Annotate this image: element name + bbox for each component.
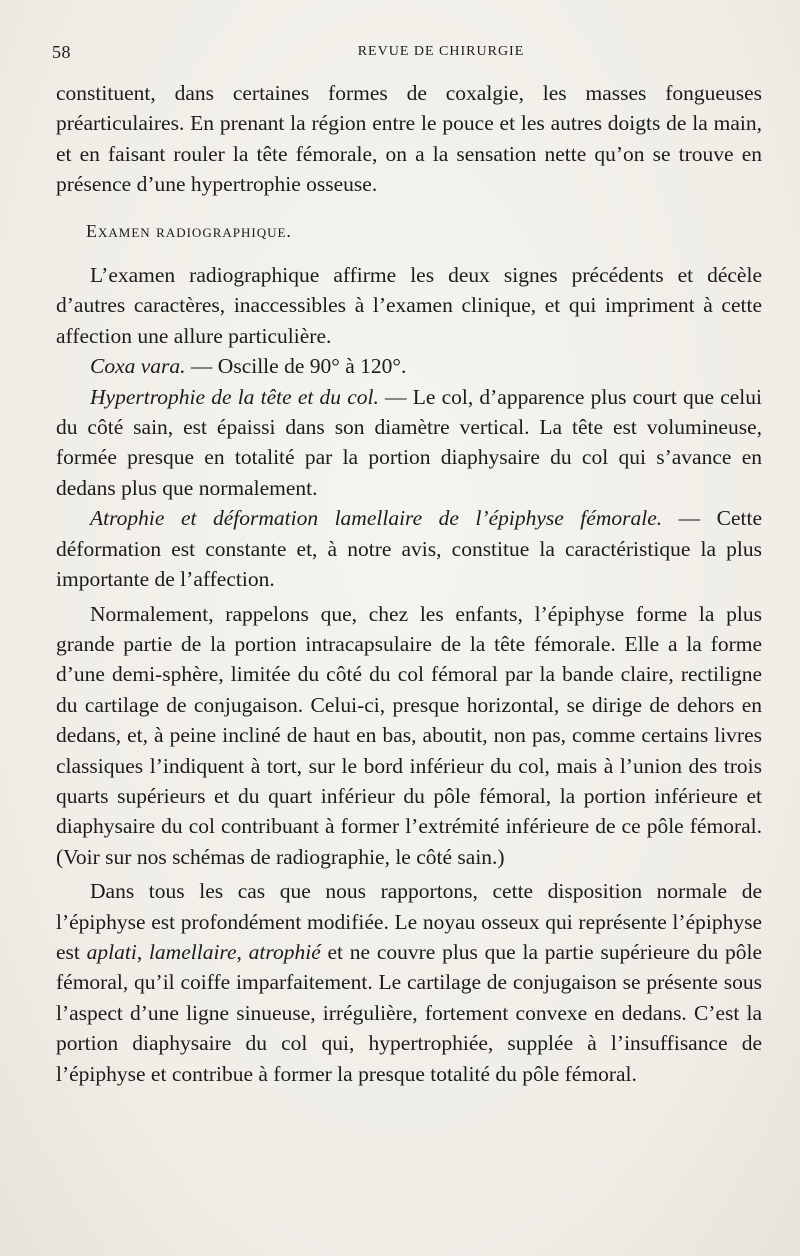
section-heading: Examen radiographique. — [86, 220, 292, 241]
lamellaire-term: lamellaire — [148, 939, 237, 964]
paragraph-examen: L’examen radiographique affirme les deux signes précédents et décèle d’autres caractères, inaccessibles à l’examen clinique, et qui impriment à cette affection une allure particulière. — [56, 263, 762, 348]
coxa-vara-text: — Oscille de 90° à 120°. — [185, 354, 407, 379]
cas-text-d: et ne couvre plus que la partie supérieure du pôle fémoral, qu’il coiffe imparfaitement. Le cartilage de conjugaison se présente sous l’aspect d’une ligne sinueuse, irrégulière, fortement convexe en dedans. C’est la portion diaphysaire du col qui, hypertrophiée, supplée à l’insuffisance de l’épiphyse et contribue à former la presque totalité du pôle fémoral. — [56, 939, 763, 1086]
atrophie-term: Atrophie et déformation lamellaire de l’épiphyse fémorale. — [90, 506, 663, 531]
atrophie-word-term: atrophié — [248, 939, 321, 964]
aplati-term: aplati — [86, 939, 137, 964]
atrophie-text: — Cette déformation est constante et, à notre avis, constitue la caractéristique la plus importante de l’affection. — [56, 506, 762, 592]
running-head — [52, 42, 760, 66]
journal-title: REVUE DE CHIRURGIE — [357, 44, 525, 59]
paragraph-atrophie — [56, 503, 762, 594]
paragraph-coxa-vara — [56, 351, 762, 381]
hypertrophie-text: — Le col, d’apparence plus court que celui du côté sain, est épaissi dans son diamètre vertical. La tête est volumineuse, formée presque en totalité par la portion diaphysaire du col qui s’avance en dedans plus que normalement. — [56, 384, 762, 500]
hypertrophie-term: Hypertrophie de la tête et du col. — [90, 384, 379, 409]
cas-text-c: , — [236, 939, 249, 964]
cas-text-b: , — [136, 939, 149, 964]
page-number: 58 — [52, 42, 71, 62]
coxa-vara-term: Coxa vara. — [90, 354, 186, 379]
body-text — [56, 78, 762, 1089]
paragraph-dans-tous-les-cas — [56, 876, 762, 1089]
paragraph-coxalgie: constituent, dans certaines formes de coxalgie, les masses fongueuses préarticulaires. En prenant la région entre le pouce et les autres doigts de la main, et en faisant rouler la tête fémorale, on a la sensation nette qu’on se trouve en présence d’une hypertrophie osseuse. — [56, 81, 762, 197]
cas-text-a: Dans tous les cas que nous rapportons, cette disposition normale de l’épiphyse est profondément modifiée. Le noyau osseux qui représente l’épiphyse est — [56, 879, 762, 964]
paragraph-normalement: Normalement, rappelons que, chez les enfants, l’épiphyse forme la plus grande partie de la portion intracapsulaire de la tête fémorale. Elle a la forme d’une demi-sphère, limitée du côté du col fémoral par la bande claire, rectiligne du cartilage de conjugaison. Celui-ci, presque horizontal, se dirige de dehors en dedans, et, à peine incliné de haut en bas, aboutit, non pas, comme certains livres classiques l’indiquent à tort, sur le bord inférieur du col, mais à l’union des trois quarts supérieurs et du quart inférieur du pôle fémoral, la portion inférieure et diaphysaire du col contribuant à former l’extrémité inférieure de ce pôle fémoral. (Voir sur nos schémas de radiographie, le côté sain.) — [56, 601, 762, 869]
paragraph-hypertrophie — [56, 382, 762, 504]
